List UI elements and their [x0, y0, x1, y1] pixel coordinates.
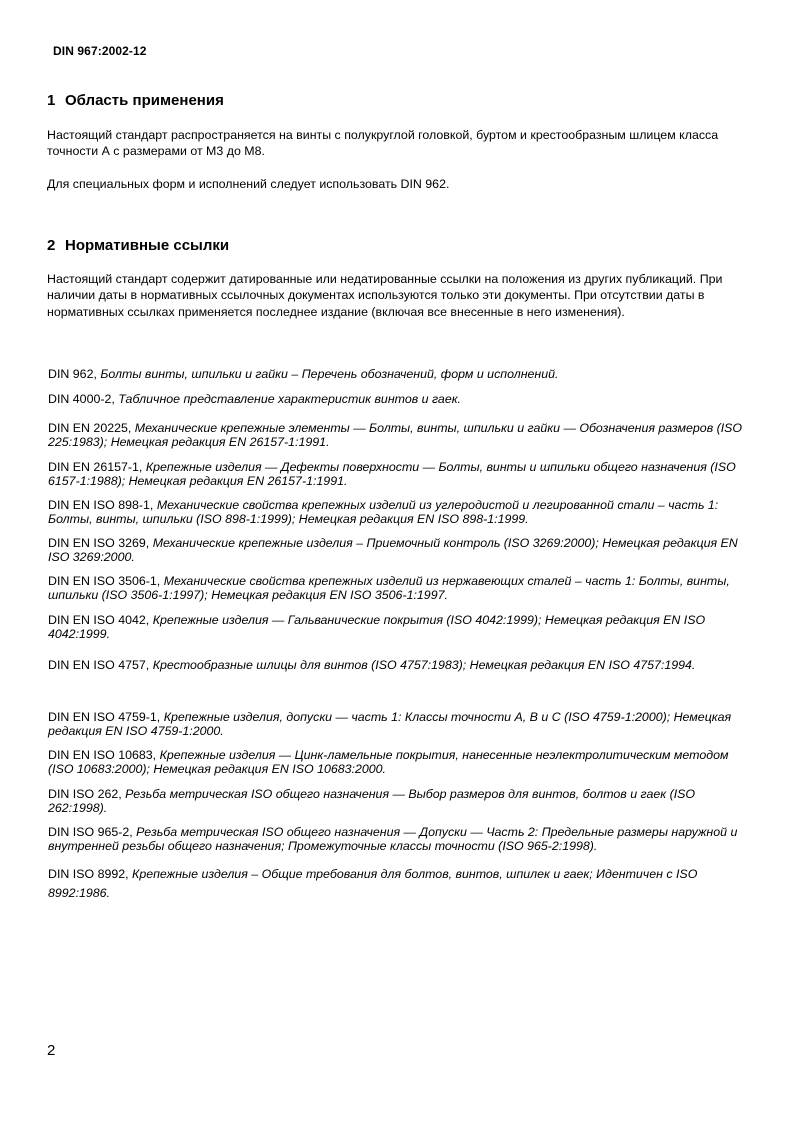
- reference-code: DIN EN ISO 898-1,: [48, 498, 154, 512]
- reference-code: DIN ISO 8992,: [48, 867, 129, 881]
- reference-code: DIN EN 26157-1,: [48, 460, 143, 474]
- reference-title: Резьба метрическая ISO общего назначения — Выбор размеров для винтов, болтов и гаек (ISO 262:1998).: [48, 787, 696, 815]
- reference-item: [48, 574, 748, 602]
- reference-item: [48, 865, 748, 903]
- section-2-title: Нормативные ссылки: [65, 237, 230, 254]
- reference-code: DIN 4000-2,: [48, 392, 115, 406]
- reference-item: [48, 654, 748, 677]
- reference-title: Крестообразные шлицы для винтов (ISO 4757:1983); Немецкая редакция EN ISO 4757:1994.: [152, 658, 696, 672]
- reference-code: DIN EN ISO 4757,: [48, 658, 150, 672]
- reference-title: Крепежные изделия — Цинк-ламельные покрытия, нанесенные неэлектролитическим методом (ISO 10683:2000); Немецкая редакция EN ISO 10683:2000.: [48, 748, 729, 776]
- reference-item: [48, 367, 748, 381]
- section-1-heading: [47, 92, 224, 109]
- reference-title: Механические свойства крепежных изделий из углеродистой и легированной стали – часть 1: Болты, винты, шпильки (ISO 898-1:1999); Немецкая редакция EN ISO 898-1:1999.: [48, 498, 719, 526]
- reference-title: Крепежные изделия, допуски — часть 1: Классы точности А, В и С (ISO 4759-1:2000); Немецкая редакция EN ISO 4759-1:2000.: [48, 710, 732, 738]
- reference-item: [48, 421, 748, 449]
- reference-title: Крепежные изделия — Гальванические покрытия (ISO 4042:1999); Немецкая редакция EN ISO 4042:1999.: [48, 613, 706, 641]
- reference-title: Крепежные изделия — Дефекты поверхности — Болты, винты и шпильки общего назначения (ISO 6157-1:1988); Немецкая редакция EN 26157-1:1991.: [48, 460, 736, 488]
- reference-title: Табличное представление характеристик винтов и гаек.: [118, 392, 461, 406]
- reference-item: [48, 748, 748, 776]
- reference-item: [48, 710, 748, 738]
- reference-code: DIN EN ISO 4759-1,: [48, 710, 161, 724]
- reference-title: Болты винты, шпильки и гайки – Перечень обозначений, форм и исполнений.: [100, 367, 559, 381]
- reference-item: [48, 392, 748, 406]
- reference-title: Резьба метрическая ISO общего назначения — Допуски — Часть 2: Предельные размеры наружной и внутренней резьбы общего назначения; Промежуточные классы точности (ISO 965-2:1998).: [48, 825, 738, 853]
- reference-code: DIN ISO 965-2,: [48, 825, 133, 839]
- reference-item: [48, 460, 748, 488]
- section-1-title: Область применения: [65, 92, 224, 109]
- document-header: DIN 967:2002-12: [53, 44, 147, 58]
- reference-code: DIN EN ISO 10683,: [48, 748, 157, 762]
- reference-code: DIN ISO 262,: [48, 787, 122, 801]
- reference-title: Механические крепежные изделия – Приемочный контроль (ISO 3269:2000); Немецкая редакция EN ISO 3269:2000.: [48, 536, 738, 564]
- reference-title: Механические свойства крепежных изделий из нержавеющих сталей – часть 1: Болты, винты, шпильки (ISO 3506-1:1997); Немецкая редакция EN ISO 3506-1:1997.: [48, 574, 730, 602]
- reference-item: [48, 498, 748, 526]
- reference-code: DIN EN ISO 3269,: [48, 536, 150, 550]
- reference-item: [48, 787, 748, 815]
- reference-item: [48, 613, 748, 641]
- section-2-intro: Настоящий стандарт содержит датированные или недатированные ссылки на положения из других публикаций. При наличии даты в нормативных ссылочных документах используются только эти документы. При отсутствии даты в нормативных ссылках применяется последнее издание (включая все внесенные в него изменения).: [47, 272, 723, 319]
- reference-code: DIN EN ISO 4042,: [48, 613, 150, 627]
- reference-item: [48, 825, 748, 853]
- reference-title: Крепежные изделия – Общие требования для болтов, винтов, шпилек и гаек; Идентичен с ISO 8992:1986.: [48, 867, 698, 900]
- section-1-paragraph-1: Настоящий стандарт распространяется на винты с полукруглой головкой, буртом и крестообразным шлицем класса точности А с размерами от М3 до М8.: [47, 128, 719, 158]
- section-1-number: 1: [47, 92, 56, 109]
- section-2-number: 2: [47, 237, 56, 254]
- reference-code: DIN 962,: [48, 367, 97, 381]
- section-1-paragraph-2: Для специальных форм и исполнений следует использовать DIN 962.: [47, 177, 450, 191]
- reference-item: [48, 536, 748, 564]
- reference-code: DIN EN 20225,: [48, 421, 132, 435]
- reference-title: Механические крепежные элементы — Болты, винты, шпильки и гайки — Обозначения размеров (ISO 225:1983); Немецкая редакция EN 26157-1:1991.: [48, 421, 743, 449]
- page-number: 2: [47, 1042, 56, 1059]
- section-2-heading: [47, 237, 229, 254]
- reference-code: DIN EN ISO 3506-1,: [48, 574, 161, 588]
